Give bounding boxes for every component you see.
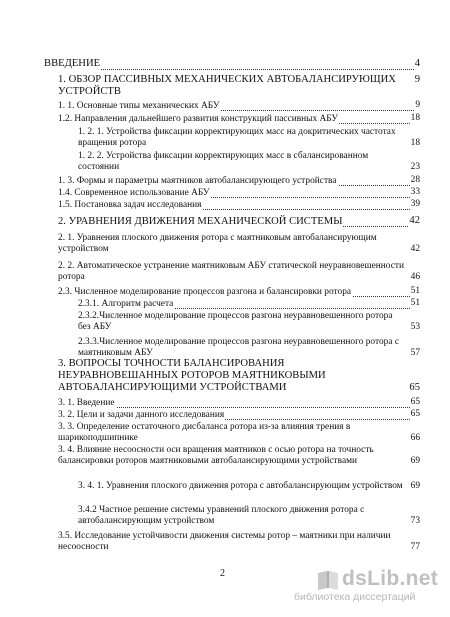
toc-entry-1-2-1[interactable] [78,127,420,149]
toc-entry-text: 3. 4. Влияние несоосности оси вращения маятников с осью ротора на точность балансировки роторов маятниковыми автобалансирующими устройствами [58,445,374,467]
toc-entry-2-2[interactable] [58,261,420,283]
toc-entry-page: 9 [415,99,420,110]
toc-entry-text: ВВЕДЕНИЕ [44,58,101,69]
toc-entry-chapter-1[interactable] [44,74,420,99]
toc-entry-text: 1. 3. Формы и параметры маятников автобалансирующего устройства [58,176,337,186]
toc-entry-3-4[interactable] [58,445,420,467]
toc-entry-text: 3.4.2 Частное решение системы уравнений плоского движения ротора с автобалансирующим устройством [78,505,365,527]
toc-entry-text: 2. 1. Уравнения плоского движения ротора с маятниковым автобалансирующим устройством [58,233,377,255]
toc-entry-page: 23 [410,162,420,173]
toc-entry-chapter-3[interactable] [44,358,420,395]
toc-entry-1-4[interactable] [58,188,420,198]
toc-entry-page: 28 [410,174,420,185]
toc-entry-page: 4 [414,57,420,69]
toc-entry-3-4-1[interactable] [78,481,420,492]
watermark-subtitle: библиотека диссертаций [294,591,416,603]
toc-entry-2-1[interactable] [58,233,420,255]
toc-entry-page: 77 [410,542,420,553]
toc-entry-1-5[interactable] [58,200,420,210]
toc-entry-page: 39 [410,198,420,209]
toc-entry-text: 1.2. Направления дальнейшего развития конструкций пассивных АБУ [58,114,338,124]
toc-entry-page: 51 [410,285,420,296]
toc-entry-text: 3. 3. Определение остаточного дисбаланса ротора из-за влияния трения в шарикоподшипнике [58,422,351,444]
toc-entry-page: 66 [410,433,420,444]
toc-entry-1-3[interactable] [58,176,420,186]
toc-entry-text: 2.3.2.Численное моделирование процессов разгона неуравновешенного ротора без АБУ [78,311,393,333]
toc-entry-page: 9 [414,74,420,86]
toc-entry-page: 65 [409,382,420,394]
toc-entry-text: 3. 4. 1. Уравнения плоского движения ротора с автобалансирующим устройством [78,481,403,491]
toc-entry-text: 1.5. Постановка задач исследования [58,200,202,210]
toc-entry-text: 2.3.3.Численное моделирование процессов разгона неуравновешенного ротора с маятниковым АБУ [78,337,400,359]
toc-entry-text: 3.5. Исследование устойчивости движения системы ротор – маятники при наличии несоосности [58,531,391,553]
toc-entry-introduction[interactable] [44,58,420,70]
toc-entry-text: 3. 1. Введение [58,398,115,408]
toc-entry-page: 42 [409,214,420,226]
toc-entry-page: 53 [410,322,420,333]
toc-entry-page: 51 [410,297,420,308]
watermark-brand: dsLib.net [342,567,439,590]
toc-entry-2-3-3[interactable] [78,337,420,359]
toc-entry-text: 1. ОБЗОР ПАССИВНЫХ МЕХАНИЧЕСКИХ АВТОБАЛАНСИРУЮЩИХ УСТРОЙСТВ [58,74,396,98]
toc-entry-3-1[interactable] [58,398,420,408]
toc-entry-text: 1. 1. Основные типы механических АБУ [58,101,220,111]
toc-entry-page: 18 [410,112,420,123]
toc-entry-2-3-1[interactable] [78,299,420,309]
toc-entry-text: 1.4. Современное использование АБУ [58,188,210,198]
toc-entry-3-4-2[interactable] [78,505,420,527]
toc-entry-chapter-2[interactable] [58,216,420,227]
toc-entry-3-5[interactable] [58,531,420,553]
toc-entry-page: 69 [410,456,420,467]
toc-entry-2-3-2[interactable] [78,311,420,333]
toc-entry-text: 3. 2. Цели и задачи данного исследования [58,410,225,420]
toc-entry-1-2-2[interactable] [78,151,420,173]
toc-entry-page: 69 [410,481,420,491]
book-logo-icon [316,569,340,591]
toc-entry-page: 65 [410,408,420,419]
toc-entry-text: 2.3. Численное моделирование процессов разгона и балансировки ротора [58,287,352,297]
toc-entry-text: 2. УРАВНЕНИЯ ДВИЖЕНИЯ МЕХАНИЧЕСКОЙ СИСТЕМЫ [58,216,343,227]
toc-entry-text: 3. ВОПРОСЫ ТОЧНОСТИ БАЛАНСИРОВАНИЯ НЕУРАВНОВЕШАННЫХ РОТОРОВ МАЯТНИКОВЫМИ АВТОБАЛАНСИРУЮЩИМИ УСТРОЙСТВАМИ [58,358,326,394]
toc-entry-2-3[interactable] [58,287,420,297]
toc-entry-page: 33 [410,186,420,197]
toc-entry-text: 2. 2. Автоматическое устранение маятниковым АБУ статической неуравновешенности ротора [58,261,404,283]
page-number: 2 [220,568,225,579]
toc-entry-3-3[interactable] [58,422,420,444]
toc-entry-page: 46 [410,272,420,283]
toc-entry-text: 1. 2. 2. Устройства фиксации корректирующих масс в сбалансированном состоянии [78,151,369,173]
toc-entry-page: 18 [410,138,420,149]
toc-entry-page: 65 [410,396,420,407]
toc-entry-page: 57 [410,348,420,359]
toc-entry-text: 2.3.1. Алгоритм расчета [78,299,174,309]
toc-entry-1-2[interactable] [58,114,420,124]
toc-entry-page: 73 [410,516,420,527]
toc-entry-page: 42 [410,244,420,255]
toc-entry-text: 1. 2. 1. Устройства фиксации корректирующих масс на докритических частотах вращения ротора [78,127,396,149]
toc-entry-3-2[interactable] [58,410,420,420]
toc-entry-1-1[interactable] [58,101,420,111]
